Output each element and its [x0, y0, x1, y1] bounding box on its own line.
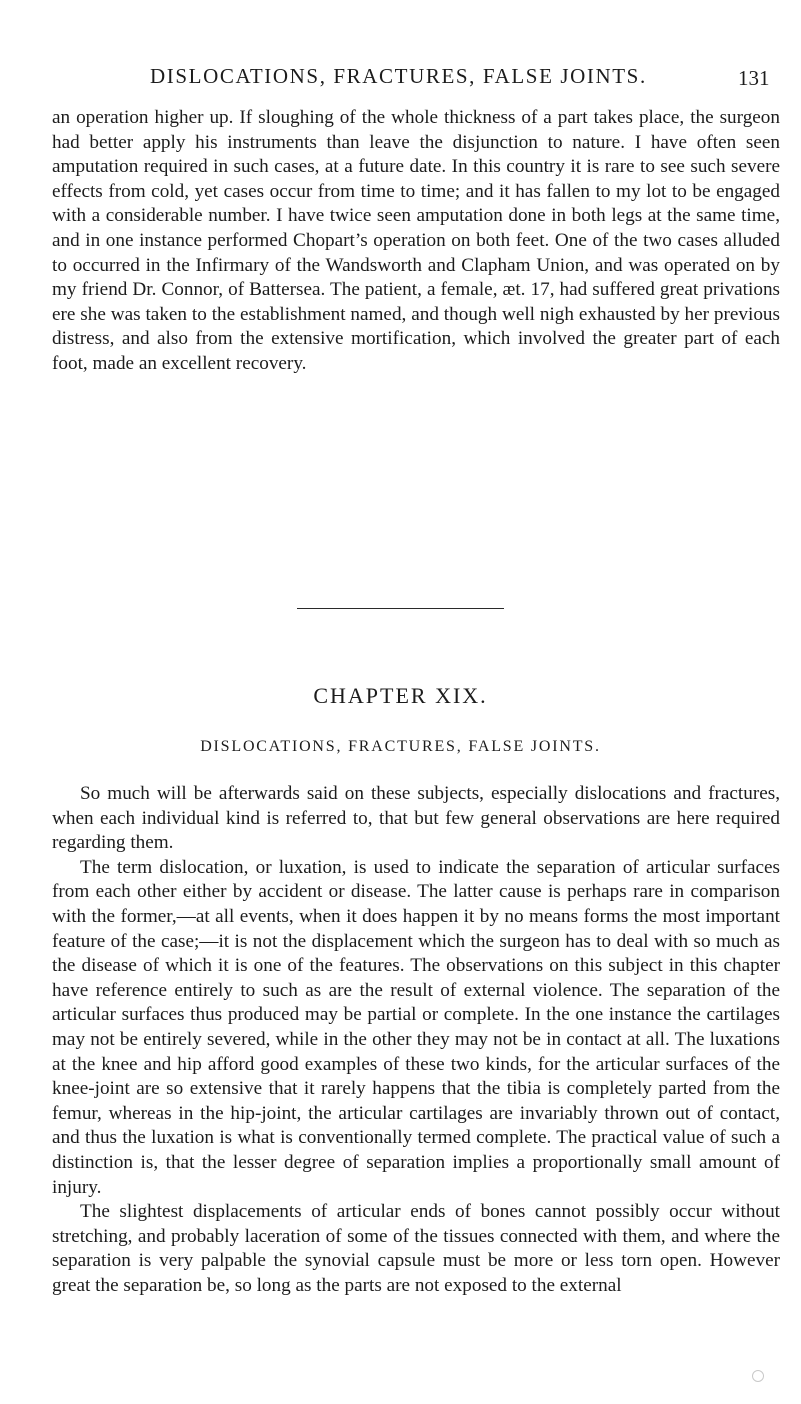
page-number: 131 [738, 66, 770, 90]
running-title: DISLOCATIONS, FRACTURES, FALSE JOINTS. [150, 64, 647, 88]
running-head [0, 64, 801, 94]
chapter-heading: CHAPTER XIX. [313, 683, 488, 708]
chapter-body [52, 782, 780, 1298]
body-paragraph: The term dislocation, or luxation, is used to indicate the separation of articular surfaces from each other either by accident or disease. The latter cause is perhaps rare in comparison with the former,—at all events, when it does happen it by no means forms the most important feature of the case;—it is not the displacement which the surgeon has to deal with so much as the disease of which it is one of the features. The observations on this subject in this chapter have reference entirely to such as are the result of external violence. The separation of the articular surfaces thus produced may be partial or complete. In the one instance the cartilages may not be entirely severed, while in the other they may not be in contact at all. The luxations at the knee and hip afford good examples of these two kinds, for the articular surfaces of the knee-joint are so extensive that it rarely happens that the tibia is completely parted from the femur, whereas in the hip-joint, the articular cartilages are invariably thrown out of contact, and thus the luxation is what is conventionally termed complete. The practical value of such a distinction is, that the lesser degree of separation implies a proportionally small amount of injury. [52, 856, 780, 1198]
section-divider-rule [297, 608, 504, 609]
intro-text-block [52, 106, 780, 377]
chapter-subtitle: DISLOCATIONS, FRACTURES, FALSE JOINTS. [200, 738, 601, 755]
intro-paragraph: an operation higher up. If sloughing of the whole thickness of a part takes place, the surgeon had better apply his instruments than leave the disjunction to nature. I have often seen amputation required in such cases, at a future date. In this country it is rare to see such severe effects from cold, yet cases occur from time to time; and it has fallen to my lot to be engaged with a considerable number. I have twice seen amputation done in both legs at the same time, and in one instance performed Chopart’s operation on both feet. One of the two cases alluded to occurred in the Infirmary of the Wandsworth and Clapham Union, and was operated on by my friend Dr. Connor, of Battersea. The patient, a female, æt. 17, had suffered great privations ere she was taken to the establishment named, and though well nigh exhausted by her previous distress, and also from the extensive mortification, which involved the greater part of each foot, made an excellent recovery. [52, 107, 780, 374]
body-paragraph: So much will be afterwards said on these subjects, especially dislocations and fractures, when each individual kind is referred to, that but few general observations are here required regarding them. [52, 783, 780, 854]
body-paragraph: The slightest displacements of articular ends of bones cannot possibly occur without stretching, and probably laceration of some of the tissues connected with them, and where the separation is very palpable the synovial capsule must be more or less torn open. However great the separation be, so long as the parts are not exposed to the external [52, 1201, 780, 1296]
corner-circle-mark [752, 1370, 764, 1382]
